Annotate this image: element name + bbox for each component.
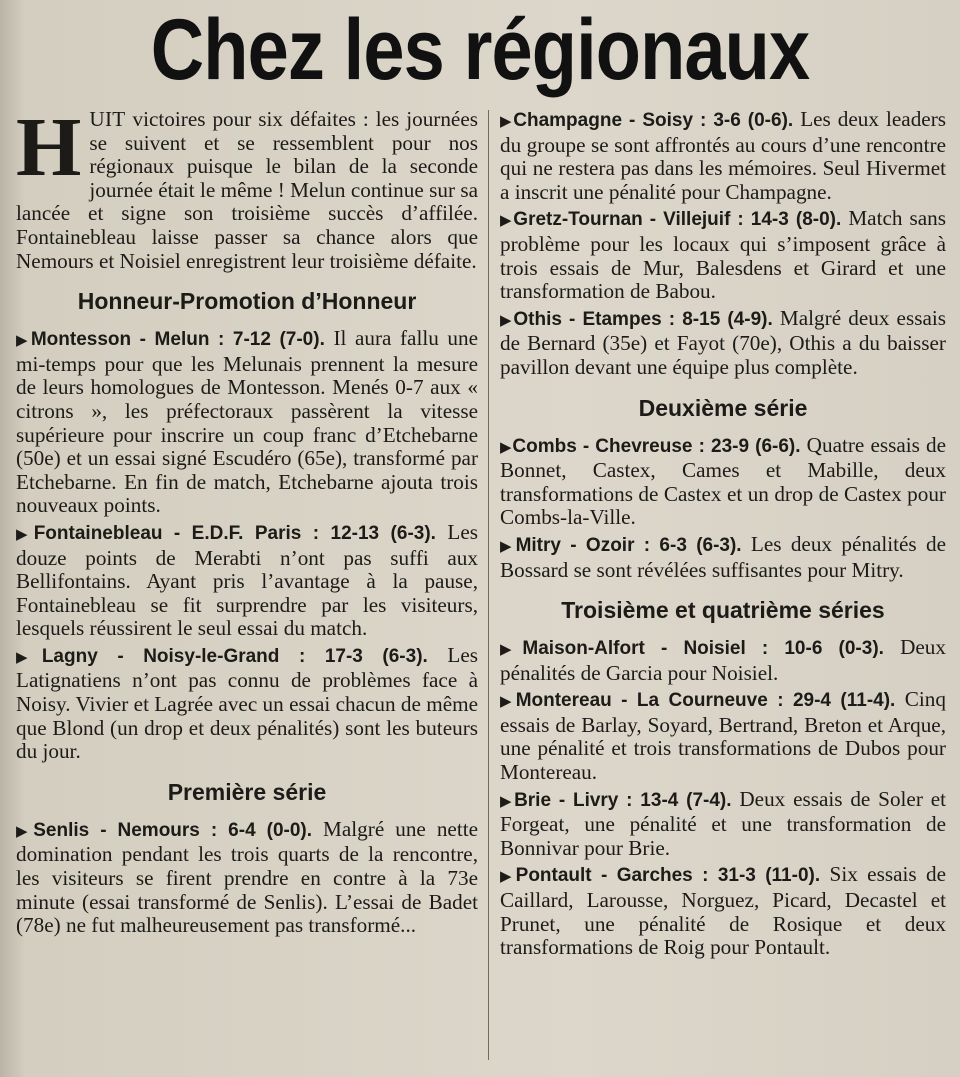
match-text: Malgré deux essais de Bernard (35e) et Fayot (70e), Othis a du baisser pavillon devant une équipe plus complète.: [500, 305, 946, 379]
match-report: [500, 636, 946, 685]
triangle-bullet-icon: ▶: [16, 331, 31, 350]
match-text: Quatre essais de Bonnet, Castex, Cames et Mabille, deux transformations de Castex et un drop de Castex pour Combs-la-Ville.: [500, 432, 946, 530]
match-report: [500, 688, 946, 784]
match-heading: ▶Montesson - Melun : 7-12 (7-0).: [16, 329, 325, 351]
triangle-bullet-icon: ▶: [16, 647, 42, 666]
triangle-bullet-icon: ▶: [500, 640, 523, 659]
match-text: Six essais de Caillard, Larousse, Norguez, Picard, Decastel et Prunet, une pénalité de Rosique et deux transformations de Roig pour Pontault.: [500, 862, 946, 960]
match-report: [16, 521, 478, 641]
match-text: Les deux leaders du groupe se sont affrontés au cours d’une rencontre qui ne restera pas dans les mémoires. Seul Hivermet a inscrit une pénalité pour Champagne.: [500, 107, 946, 204]
right-column: [500, 108, 946, 963]
drop-cap: H: [16, 101, 82, 194]
intro-first-word: UIT: [89, 107, 126, 131]
match-text: Deux essais de Soler et Forgeat, une pénalité et une transformation de Bonnivar pour Brie.: [500, 786, 946, 860]
match-text: Les deux pénalités de Bossard se sont révélées suffisantes pour Mitry.: [500, 531, 946, 582]
triangle-bullet-icon: ▶: [500, 536, 516, 555]
match-heading: ▶Lagny - Noisy-le-Grand : 17-3 (6-3).: [16, 645, 428, 667]
triangle-bullet-icon: ▶: [500, 867, 516, 886]
match-heading: ▶Fontainebleau - E.D.F. Paris : 12-13 (6-3).: [16, 522, 436, 544]
match-report: [500, 307, 946, 380]
match-text: Les douze points de Merabti n’ont pas suffi aux Bellifontains. Ayant pris l’avantage à la pause, Fontainebleau se fit surprendre par les visiteurs, lesquels réussirent le seul essai du match.: [16, 519, 478, 641]
match-heading: ▶Champagne - Soisy : 3-6 (0-6).: [500, 110, 794, 131]
match-heading: ▶Combs - Chevreuse : 23-9 (6-6).: [500, 435, 801, 457]
match-text: Cinq essais de Barlay, Soyard, Bertrand, Breton et Arque, une pénalité et trois transformations de Dubos pour Montereau.: [500, 687, 946, 785]
match-report: [16, 644, 478, 764]
match-text: Malgré une nette domination pendant les trois quarts de la rencontre, les visiteurs se firent prendre en contre à la 73e minute (essai transformé de Senlis). L’essai de Badet (78e) ne fut malheureusement pas transformé...: [16, 816, 478, 938]
match-report: [16, 818, 478, 938]
section-title-premiere-serie: Première série: [167, 778, 327, 805]
triangle-bullet-icon: ▶: [500, 437, 513, 456]
match-report: [16, 327, 478, 518]
section-title-honneur: Honneur-Promotion d’Honneur: [77, 288, 417, 315]
left-column: [16, 101, 478, 941]
triangle-bullet-icon: ▶: [16, 524, 34, 543]
triangle-bullet-icon: ▶: [500, 310, 514, 329]
headline: Chez les régionaux: [150, 2, 810, 98]
match-report: [500, 207, 946, 303]
match-heading: ▶Othis - Etampes : 8-15 (4-9).: [500, 308, 773, 330]
triangle-bullet-icon: ▶: [500, 211, 514, 230]
column-divider: [488, 110, 489, 1060]
match-heading: ▶Montereau - La Courneuve : 29-4 (11-4).: [500, 690, 896, 712]
match-report: [500, 863, 946, 959]
match-heading: ▶Senlis - Nemours : 6-4 (0-0).: [16, 819, 313, 841]
match-report: [500, 533, 946, 582]
match-text: Il aura fallu une mi-temps pour que les Melunais prennent la mesure de leurs homologues de Montesson. Menés 0-7 aux « citrons », les préfectoraux passèrent la vitesse supérieure pour inscrire un coup franc d’Etchebarne (50e) et un essai signé Escudéro (65e), transformé par Etchebarne. En fin de match, Etchebarne ajouta trois nouveaux points.: [16, 326, 478, 518]
triangle-bullet-icon: ▶: [500, 692, 516, 711]
match-report: [500, 788, 946, 861]
match-report: [500, 434, 946, 530]
match-heading: ▶Maison-Alfort - Noisiel : 10-6 (0-3).: [500, 638, 884, 660]
match-heading: ▶Brie - Livry : 13-4 (7-4).: [500, 789, 732, 811]
match-text: Deux pénalités de Garcia pour Noisiel.: [500, 635, 946, 685]
match-heading: ▶Mitry - Ozoir : 6-3 (6-3).: [500, 534, 742, 556]
intro-text: victoires pour six défaites : les journées se suivent et se ressemblent pour nos régionaux puisque le bilan de la seconde journée était le même ! Melun continue sur sa lancée et signe son troisième succès d’affilée. Fontainebleau laisse passer sa chance alors que Nemours et Noisiel enregistrent leur troisième défaite.: [16, 107, 478, 273]
match-heading: ▶Pontault - Garches : 31-3 (11-0).: [500, 865, 821, 887]
triangle-bullet-icon: ▶: [16, 821, 34, 840]
match-heading: ▶Gretz-Tournan - Villejuif : 14-3 (8-0).: [500, 209, 842, 231]
section-title-deuxieme-serie: Deuxième série: [638, 394, 808, 421]
triangle-bullet-icon: ▶: [500, 112, 514, 130]
triangle-bullet-icon: ▶: [500, 791, 515, 810]
intro-paragraph: [16, 101, 478, 273]
section-title-troisieme-quatrieme: Troisième et quatrième séries: [561, 597, 885, 624]
match-text: Match sans problème pour les locaux qui s’imposent grâce à trois essais de Mur, Balesdens et Girard et une transformation de Babou.: [500, 206, 946, 304]
match-text: Les Latignatiens n’ont pas connu de problèmes face à Noisy. Vivier et Lagrée avec un essai chacun de même que Blond (un drop et deux pénalités) sont les buteurs du jour.: [16, 642, 478, 764]
match-report: [500, 108, 946, 204]
